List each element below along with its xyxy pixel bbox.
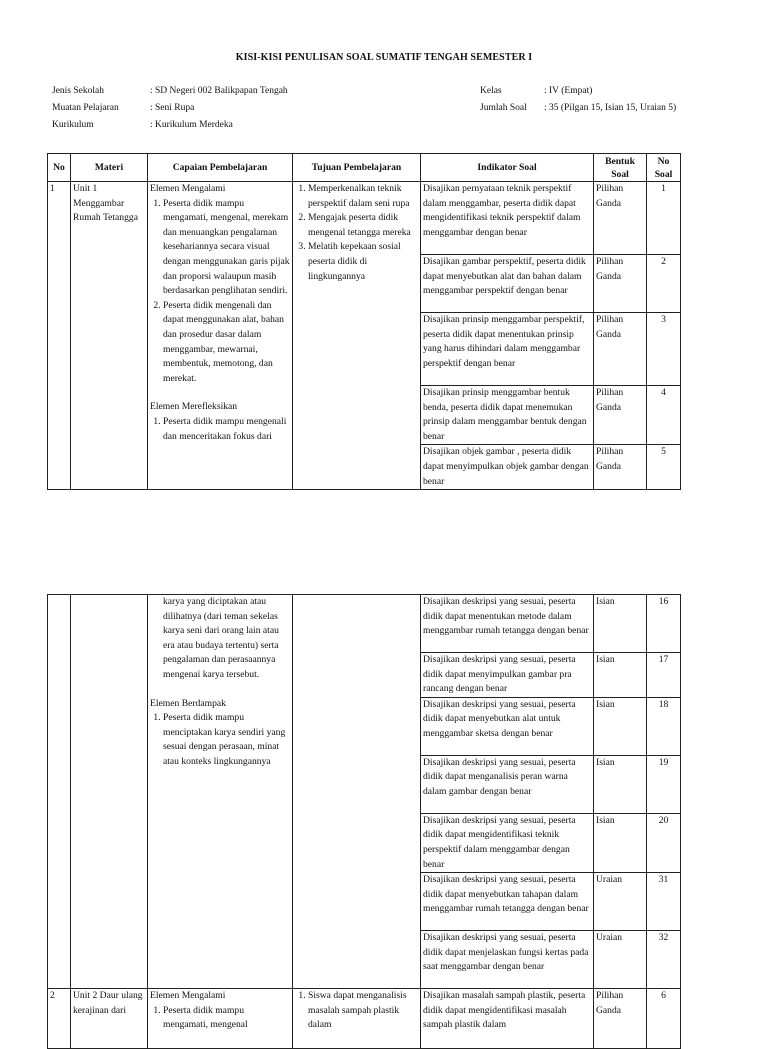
capaian-cell <box>148 182 293 490</box>
nosoal-cell: 17 <box>647 653 681 698</box>
header-tujuan: Tujuan Pembelajaran <box>293 154 421 182</box>
header-bentuk: Bentuk Soal <box>594 154 647 182</box>
nosoal-cell: 3 <box>647 313 681 386</box>
table-row <box>48 595 681 653</box>
nosoal-cell: 32 <box>647 931 681 989</box>
row-number: 1 <box>48 182 71 490</box>
indikator-cell: Disajikan deskripsi yang sesuai, peserta didik dapat menjelaskan fungsi kertas pada saat menggambar dengan benar <box>421 931 594 989</box>
header-row <box>48 154 681 182</box>
capaian-item: 1. Peserta didik mampu mengenali dan menceritakan fokus dari <box>163 415 290 444</box>
capaian-heading: Elemen Berdampak <box>150 697 226 709</box>
tujuan-item: 1. Siswa dapat menganalisis masalah sampah plastik dalam <box>308 989 418 1033</box>
header-capaian: Capaian Pembelajaran <box>148 154 293 182</box>
header-materi: Materi <box>71 154 148 182</box>
nosoal-cell: 1 <box>647 182 681 255</box>
school-info <box>52 86 752 136</box>
nosoal-cell: 6 <box>647 989 681 1049</box>
header-indikator: Indikator Soal <box>421 154 594 182</box>
bentuk-cell: Isian <box>594 595 647 653</box>
nosoal-cell: 4 <box>647 386 681 445</box>
indikator-cell: Disajikan deskripsi yang sesuai, peserta didik dapat menyebutkan tahapan dalam menggambar rumah tetangga dengan benar <box>421 873 594 931</box>
grid-table-page-2 <box>47 594 681 1049</box>
bentuk-cell: Pilihan Ganda <box>594 255 647 313</box>
subject-label: Muatan Pelajaran <box>52 103 119 113</box>
tujuan-item: 3. Melatih kepekaan sosial peserta didik di lingkungannya <box>308 240 418 284</box>
indikator-cell: Disajikan prinsip menggambar perspektif, peserta didik dapat menentukan prinsip yang harus dihindari dalam menggambar perspektif dengan benar <box>421 313 594 386</box>
capaian-item: 1. Peserta didik mampu mengamati, mengenal <box>163 1004 290 1033</box>
subject-value: : Seni Rupa <box>150 103 195 113</box>
class-value: : IV (Empat) <box>544 86 593 96</box>
materi-cell: Unit 1 Menggambar Rumah Tetangga <box>71 182 148 490</box>
capaian-item: 1. Peserta didik mampu menciptakan karya sendiri yang sesuai dengan perasaan, minat atau konteks lingkungannya <box>163 711 290 769</box>
indikator-cell: Disajikan deskripsi yang sesuai, peserta didik dapat menentukan metode dalam menggambar rumah tetangga dengan benar <box>421 595 594 653</box>
table-row <box>48 989 681 1049</box>
indikator-cell: Disajikan objek gambar , peserta didik dapat menyimpulkan objek gambar dengan benar <box>421 445 594 490</box>
nosoal-cell: 19 <box>647 755 681 813</box>
bentuk-cell: Pilihan Ganda <box>594 386 647 445</box>
indikator-cell: Disajikan deskripsi yang sesuai, peserta didik dapat mengidentifikasi teknik perspektif dalam menggambar dengan benar <box>421 813 594 872</box>
school-type-label: Jenis Sekolah <box>52 86 104 96</box>
capaian-cell <box>148 989 293 1049</box>
bentuk-cell: Isian <box>594 697 647 755</box>
row-number <box>48 595 71 989</box>
table-row <box>48 182 681 255</box>
capaian-heading: Elemen Mengalami <box>150 990 226 1002</box>
indikator-cell: Disajikan pernyataan teknik perspektif dalam menggambar, peserta didik dapat mengidentifikasi teknik perspektif dalam menggambar dengan benar <box>421 182 594 255</box>
tujuan-item: 2. Mengajak peserta didik mengenal tetangga mereka <box>308 211 418 240</box>
grid-table-page-1 <box>47 153 681 490</box>
tujuan-cell <box>293 182 421 490</box>
tujuan-cell <box>293 989 421 1049</box>
school-type-value: : SD Negeri 002 Balikpapan Tengah <box>150 86 288 96</box>
tujuan-cell <box>293 595 421 989</box>
bentuk-cell: Uraian <box>594 873 647 931</box>
indikator-cell: Disajikan deskripsi yang sesuai, peserta didik dapat menyimpulkan gambar pra rancang dengan benar <box>421 653 594 698</box>
nosoal-cell: 18 <box>647 697 681 755</box>
bentuk-cell: Uraian <box>594 931 647 989</box>
class-label: Kelas <box>480 86 502 96</box>
capaian-item: 2. Peserta didik mengenali dan dapat menggunakan alat, bahan dan prosedur dasar dalam menggambar, mewarnai, membentuk, memotong, dan merekat. <box>163 299 290 387</box>
nosoal-cell: 2 <box>647 255 681 313</box>
nosoal-cell: 31 <box>647 873 681 931</box>
bentuk-cell: Pilihan Ganda <box>594 989 647 1049</box>
capaian-heading: Elemen Mengalami <box>150 183 226 194</box>
indikator-cell: Disajikan prinsip menggambar bentuk benda, peserta didik dapat menemukan prinsip dalam menggambar bentuk dengan benar <box>421 386 594 445</box>
curriculum-label: Kurikulum <box>52 120 94 130</box>
question-count-label: Jumlah Soal <box>480 103 527 113</box>
bentuk-cell: Pilihan Ganda <box>594 445 647 490</box>
nosoal-cell: 5 <box>647 445 681 490</box>
nosoal-cell: 16 <box>647 595 681 653</box>
capaian-item: 1. Peserta didik mampu mengamati, mengenal, merekam dan menuangkan pengalaman kesehariannya secara visual dengan menggunakan garis pijak dan proporsi walaupun masih berdasarkan penglihatan sendiri. <box>163 197 290 299</box>
tujuan-item: 1. Memperkenalkan teknik perspektif dalam seni rupa <box>308 182 418 211</box>
header-no: No <box>48 154 71 182</box>
nosoal-cell: 20 <box>647 813 681 872</box>
indikator-cell: Disajikan deskripsi yang sesuai, peserta didik dapat menyebutkan alat untuk menggambar sketsa dengan benar <box>421 697 594 755</box>
indikator-cell: Disajikan masalah sampah plastik, peserta didik dapat mengidentifikasi masalah sampah plastik dalam <box>421 989 594 1049</box>
row-number: 2 <box>48 989 71 1049</box>
document-title: KISI-KISI PENULISAN SOAL SUMATIF TENGAH SEMESTER I <box>235 52 533 63</box>
indikator-cell: Disajikan gambar perspektif, peserta didik dapat menyebutkan alat dan bahan dalam menggambar perspektif dengan benar <box>421 255 594 313</box>
header-nosoal: No Soal <box>647 154 681 182</box>
question-count-value: : 35 (Pilgan 15, Isian 15, Uraian 5) <box>544 103 677 113</box>
capaian-cell <box>148 595 293 989</box>
bentuk-cell: Isian <box>594 755 647 813</box>
bentuk-cell: Isian <box>594 653 647 698</box>
materi-cell: Unit 2 Daur ulang kerajinan dari <box>71 989 148 1049</box>
curriculum-value: : Kurikulum Merdeka <box>150 120 233 130</box>
bentuk-cell: Pilihan Ganda <box>594 313 647 386</box>
materi-cell <box>71 595 148 989</box>
indikator-cell: Disajikan deskripsi yang sesuai, peserta didik dapat menganalisis peran warna dalam gambar dengan benar <box>421 755 594 813</box>
bentuk-cell: Pilihan Ganda <box>594 182 647 255</box>
bentuk-cell: Isian <box>594 813 647 872</box>
capaian-continued: karya yang diciptakan atau dilihatnya (dari teman sekelas karya seni dari orang lain atau era atau budaya tertentu) serta pengalaman dan perasaannya mengenai karya tersebut. <box>163 596 279 680</box>
capaian-heading: Elemen Merefleksikan <box>150 401 238 413</box>
